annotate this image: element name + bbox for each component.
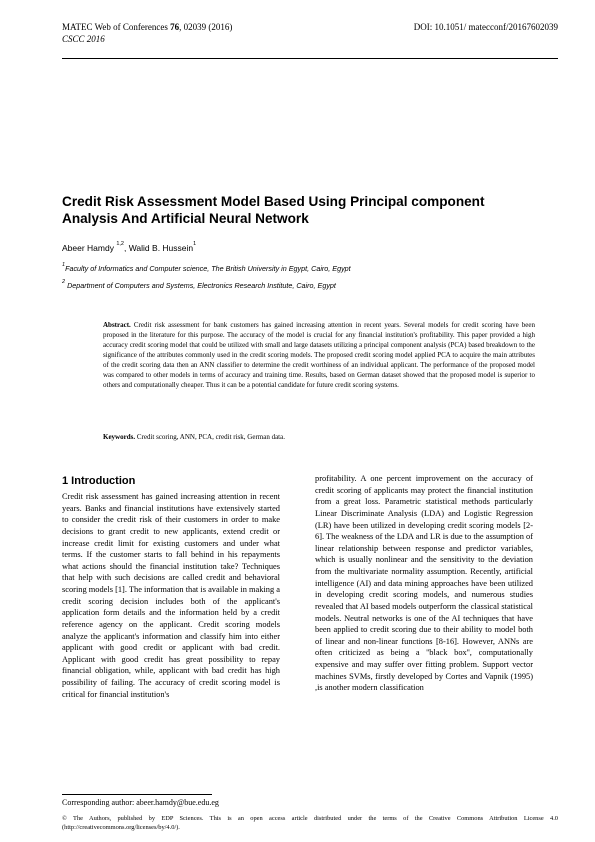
volume-number: 76	[170, 22, 180, 32]
paper-title: Credit Risk Assessment Model Based Using Principal component Analysis And Artificial Neural Network	[62, 194, 485, 226]
keywords-label: Keywords.	[103, 433, 136, 441]
abstract	[103, 321, 535, 391]
footnote-divider	[62, 794, 212, 795]
doi: DOI: 10.1051/ matecconf/20167602039	[413, 22, 558, 32]
affiliation-1: $^1$Faculty of Informatics and Computer science, The British University in Egypt, Cairo, Egypt	[62, 262, 351, 273]
journal-citation: MATEC Web of Conferences 76, 02039 (2016)	[62, 22, 233, 32]
author-list: Abeer Hamdy $^{1,2}$, Walid B. Hussein$^1$	[62, 241, 197, 253]
conference-name: CSCC 2016	[62, 34, 105, 44]
corresponding-author-footnote: Corresponding author: abeer.hamdy@bue.edu.eg	[62, 798, 219, 807]
abstract-text: Credit risk assessment for bank customers has gained increasing attention in recent years. Several models for credit scoring have been proposed in the literature for this purpose. The accuracy of the model is crucial for any financial institution's profitability. This paper provided a high accuracy credit scoring model that could be utilized with small and large datasets utilizing a principal component analysis (PCA) based breakdown to the significance of the attributes commonly used in the credit scoring models. The proposed credit scoring model applied PCA to acquire the main attributes of the credit scoring data then an ANN classifier to determine the credit worthiness of an individual applicant. The performance of the proposed model was compared to other models in terms of accuracy and training time. Results, based on German dataset showed that the proposed model is superior to others and computationally cheaper. Thus it can be a potential candidate for future credit scoring systems.	[103, 321, 535, 389]
body-paragraph: Credit risk assessment has gained increasing attention in recent years. Banks and financial institutions have extensively started to consider the credit risk of their customers in order to make decisions to grant credit to new applicants, extend credit or increase credit limit for existing customers and under what terms. If the customer starts to fall behind in his repayments what actions should the financial institution take? Techniques that help with such decisions are called credit and behavioral scoring models [1]. The information that is available in making a credit scoring decision includes both of the applicant's application form details and the information held by a credit reference agency on the applicant. Credit scoring models analyze the applicant's information and classify him into either applicant with good credit or applicant with bad credit. Applicant with good credit has great possibility to repay financial obligation, while, applicant with bad credit has high possibility of failing. The accuracy of credit scoring model is critical for financial institution's	[62, 492, 280, 699]
keywords	[103, 433, 535, 441]
section-heading: 1 Introduction	[62, 475, 136, 487]
body-paragraph: profitability. A one percent improvement on the accuracy of credit scoring of applicants may protect the financial institution from a great loss. Parametric statistical methods particularly Linear Discriminate Analysis (LDA) and Logistic Regression (LR) have been utilized in developing credit scoring models [2-6]. The weakness of the LDA and LR is due to the assumption of linear relationship between response and predictor variables, which is usually nonlinear and the sensitivity to the deviation from the multivariate normality assumption. Recently, artificial intelligence (AI) and data mining approaches have been utilized in developing credit scoring models, and numerous studies revealed that AI based models outperform the classical statistical models. Neutral networks is one of the AI techniques that have been applied to credit scoring due to their ability to model both of linear and non-linear functions [8-16]. However, ANNs are often criticized as being a ''black box'', computationally expensive and may suffer over fitting problem. Support vector machines SVMs, firstly developed by Cortes and Vapnik (1995) ,is another modern classification	[315, 474, 533, 693]
body-column-right	[315, 473, 533, 694]
license-footer: © The Authors, published by EDP Sciences. This is an open access article distributed under the terms of the Creative Commons Attribution License 4.0 (http://creativecommons.org/licenses/by/4.0/).	[62, 815, 558, 831]
keywords-text: Credit scoring, ANN, PCA, credit risk, German data.	[135, 433, 285, 441]
affiliation-2: $^2$ Department of Computers and Systems, Electronics Research Institute, Cairo, Egypt	[62, 279, 336, 290]
abstract-label: Abstract.	[103, 321, 131, 329]
header-divider	[62, 58, 558, 59]
body-column-left	[62, 474, 280, 700]
